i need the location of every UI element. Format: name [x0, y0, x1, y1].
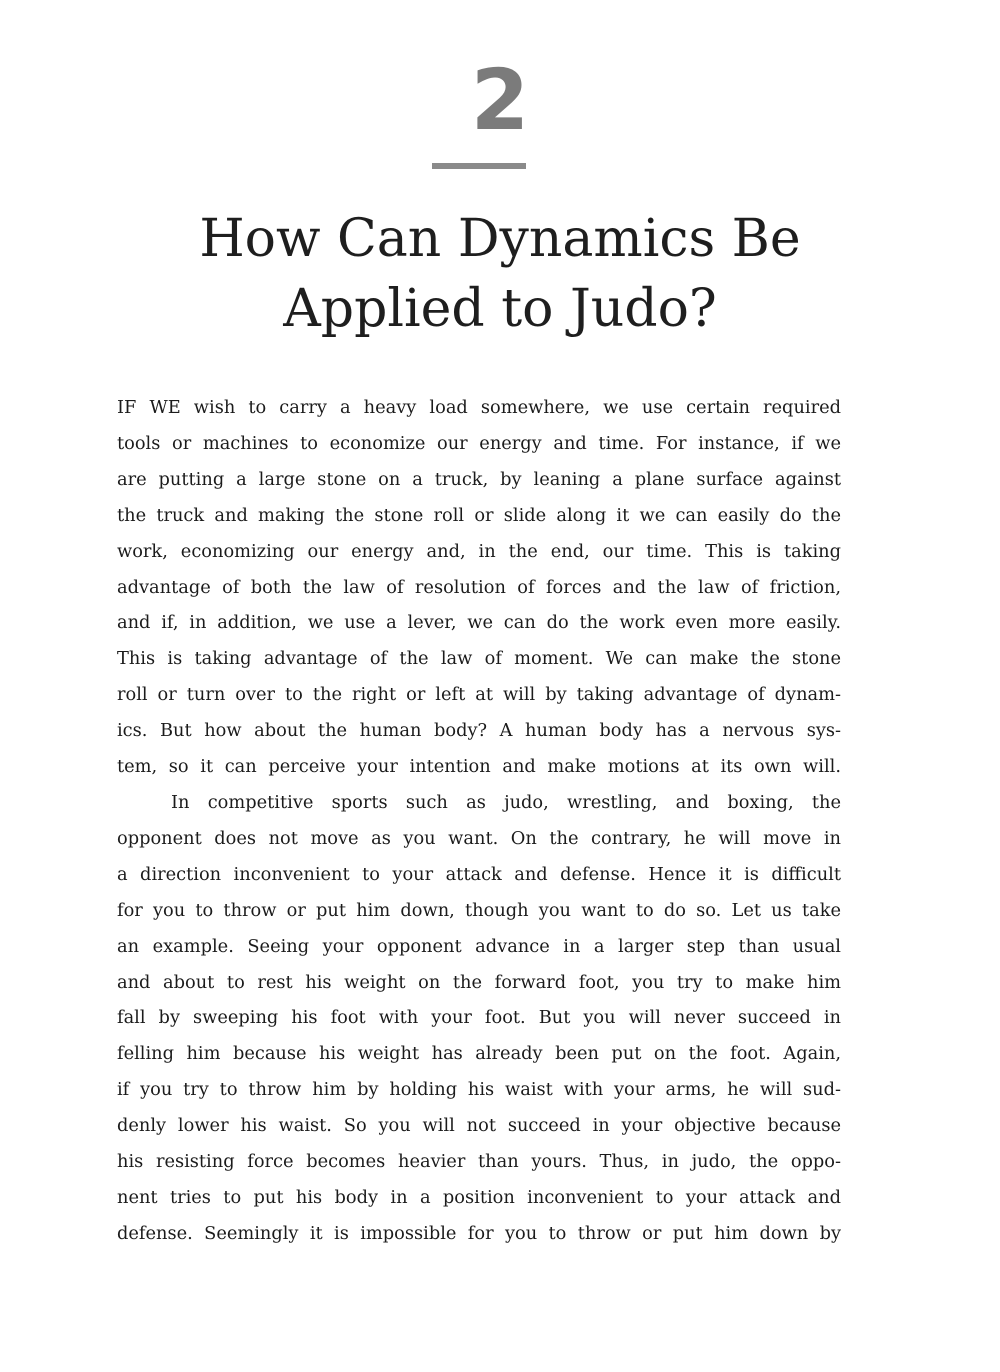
text-line: the truck and making the stone roll or slide along it we can easily do the	[117, 504, 841, 526]
text-line: a direction inconvenient to your attack and defense. Hence it is difficult	[117, 863, 841, 885]
text-line: This is taking advantage of the law of moment. We can make the stone	[117, 648, 841, 670]
text-line: and about to rest his weight on the forward foot, you try to make him	[117, 971, 841, 993]
body-text	[117, 390, 841, 1252]
text-line: roll or turn over to the right or left at will by taking advantage of dynam-	[117, 684, 841, 706]
text-line: tools or machines to economize our energy and time. For instance, if we	[117, 432, 841, 454]
text-line: advantage of both the law of resolution of forces and the law of friction,	[117, 576, 841, 598]
text-line: opponent does not move as you want. On the contrary, he will move in	[117, 827, 841, 849]
chapter-number: 2	[470, 51, 530, 149]
chapter-title	[80, 204, 920, 344]
chapter-title-line: How Can Dynamics Be	[199, 209, 801, 269]
text-line: IF WE wish to carry a heavy load somewhere, we use certain required	[117, 397, 841, 418]
text-line: nent tries to put his body in a position inconvenient to your attack and	[117, 1186, 841, 1208]
text-line: felling him because his weight has already been put on the foot. Again,	[117, 1043, 841, 1065]
text-line: denly lower his waist. So you will not succeed in your objective because	[117, 1115, 841, 1137]
text-line: if you try to throw him by holding his waist with your arms, he will sud-	[117, 1079, 841, 1101]
text-line: defense. Seemingly it is impossible for you to throw or put him down by	[117, 1222, 841, 1244]
text-line: and if, in addition, we use a lever, we can do the work even more easily.	[117, 612, 841, 634]
chapter-divider-rule	[432, 163, 526, 169]
text-line: tem, so it can perceive your intention and make motions at its own will.	[117, 756, 841, 778]
text-line: his resisting force becomes heavier than yours. Thus, in judo, the oppo-	[117, 1151, 841, 1173]
chapter-title-line: Applied to Judo?	[283, 279, 717, 339]
text-line: ics. But how about the human body? A human body has a nervous sys-	[117, 720, 841, 742]
text-line: an example. Seeing your opponent advance in a larger step than usual	[117, 935, 841, 957]
text-line: for you to throw or put him down, though you want to do so. Let us take	[117, 899, 841, 921]
paragraph-first-line: In competitive sports such as judo, wrestling, and boxing, the	[171, 791, 841, 813]
text-line: work, economizing our energy and, in the end, our time. This is taking	[117, 540, 841, 562]
text-line: are putting a large stone on a truck, by leaning a plane surface against	[117, 468, 841, 490]
text-line: fall by sweeping his foot with your foot. But you will never succeed in	[117, 1007, 841, 1029]
